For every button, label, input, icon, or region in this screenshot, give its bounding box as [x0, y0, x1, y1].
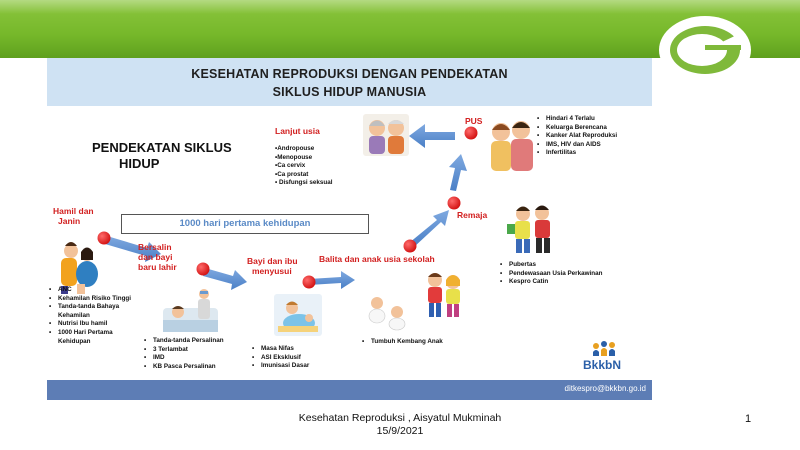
cycle-heading-line1: PENDEKATAN SIKLUS — [92, 140, 232, 155]
adult-couple-illustration — [491, 121, 533, 171]
list-item: • Imunisasi Dasar — [252, 362, 342, 371]
arrow-remaja-to-pus — [449, 154, 467, 191]
stage-label-balita: Balita dan anak usia sekolah — [319, 254, 435, 264]
arrow-balita-to-remaja — [409, 210, 449, 247]
stage-list-hamil — [49, 286, 159, 346]
template-logo-icon — [655, 12, 755, 88]
list-item: • ASI Eksklusif — [252, 354, 342, 363]
stage-label-hamil-line1: Hamil dan — [53, 206, 94, 216]
slide-content — [47, 58, 652, 400]
stage-label-bersalin-line3: baru lahir — [138, 262, 177, 272]
list-item: • Kespro Catin — [500, 278, 610, 287]
list-item: • ANC — [49, 286, 159, 295]
arrow-bersalin-to-bayi — [203, 268, 247, 290]
arrow-pus-to-lanjut — [409, 124, 455, 148]
list-item: • Infertilitas — [537, 149, 647, 158]
cycle-heading-line2: HIDUP — [119, 156, 160, 171]
list-item: • Hindari 4 Terlalu — [537, 115, 647, 124]
list-item: • Tanda-tanda Bahaya — [49, 303, 159, 312]
mother-baby-illustration — [274, 294, 322, 336]
list-item: • Keluarga Berencana — [537, 124, 647, 133]
slide-footer-band — [47, 380, 652, 400]
stage-dot-hamil — [98, 232, 111, 245]
mother-in-bed-illustration — [163, 289, 218, 332]
list-item: • Tanda-tanda Persalinan — [144, 337, 244, 346]
stage-label-bersalin-line1: Bersalin — [138, 242, 172, 252]
stage-label-pus: PUS — [465, 116, 483, 126]
list-item-text: Kehamilan — [58, 311, 90, 319]
stage-list-pus — [537, 115, 647, 158]
stage-list-bersalin — [144, 337, 244, 371]
list-item: • Masa Nifas — [252, 345, 342, 354]
stage-list-lanjut — [275, 145, 365, 188]
list-item: • IMS, HIV dan AIDS — [537, 141, 647, 150]
stage-label-lanjut: Lanjut usia — [275, 126, 320, 136]
stage-label-bayi-line1: Bayi dan ibu — [247, 256, 298, 266]
stage-label-bayi-line2: menyusui — [252, 266, 292, 276]
list-item — [49, 312, 159, 321]
stage-dot-balita — [404, 240, 417, 253]
list-item: •Ca cervix — [275, 162, 306, 170]
stage-dot-pus — [465, 127, 478, 140]
first-1000-days-box: 1000 hari pertama kehidupan — [121, 214, 369, 234]
list-item: • Kanker Alat Reproduksi — [537, 132, 647, 141]
list-item-text: Kehidupan — [58, 337, 91, 345]
stage-list-remaja — [500, 261, 610, 287]
stage-list-bayi — [252, 345, 342, 371]
list-item: •Andropouse — [275, 145, 315, 152]
list-item: •Ca prostat — [275, 170, 309, 178]
list-item: • 1000 Hari Pertama — [49, 329, 159, 338]
list-item: • Pendewasaan Usia Perkawinan — [500, 270, 610, 279]
stage-label-hamil-line2: Janin — [58, 216, 81, 226]
list-item: • KB Pasca Persalinan — [144, 363, 244, 372]
stage-label-bersalin-line2: dan bayi — [138, 252, 173, 262]
stage-dot-remaja — [448, 197, 461, 210]
list-item: • 3 Terlambat — [144, 346, 244, 355]
caption-line1: Kesehatan Reproduksi , Aisyatul Mukminah — [298, 412, 502, 424]
list-item: • Kehamilan Risiko Tinggi — [49, 295, 159, 304]
list-item: • Tumbuh Kembang Anak — [362, 338, 462, 347]
list-item: • Disfungsi seksual — [275, 179, 333, 187]
list-item: • Pubertas — [500, 261, 610, 270]
children-illustration — [369, 273, 460, 330]
stage-dot-bayi — [303, 276, 316, 289]
slide-title-line2: SIKLUS HIDUP MANUSIA — [272, 85, 427, 99]
footer-email: ditkespro@bkkbn.go.id — [564, 384, 646, 393]
list-item — [49, 338, 159, 347]
stage-list-balita — [362, 338, 462, 347]
list-item: • Nutrisi Ibu hamil — [49, 320, 159, 329]
arrow-bayi-to-balita — [309, 271, 355, 289]
list-item: •Menopouse — [275, 153, 313, 161]
stage-label-remaja: Remaja — [457, 210, 488, 220]
list-item: • IMD — [144, 354, 244, 363]
elderly-couple-illustration — [363, 114, 409, 156]
bkkbn-logo-text: BkkbN — [583, 358, 622, 372]
teenagers-illustration — [502, 206, 562, 254]
page-number: 1 — [745, 413, 752, 425]
slide-title-line1: KESEHATAN REPRODUKSI DENGAN PENDEKATAN — [191, 67, 508, 81]
caption-line2: 15/9/2021 — [376, 425, 424, 437]
stage-dot-bersalin — [197, 263, 210, 276]
